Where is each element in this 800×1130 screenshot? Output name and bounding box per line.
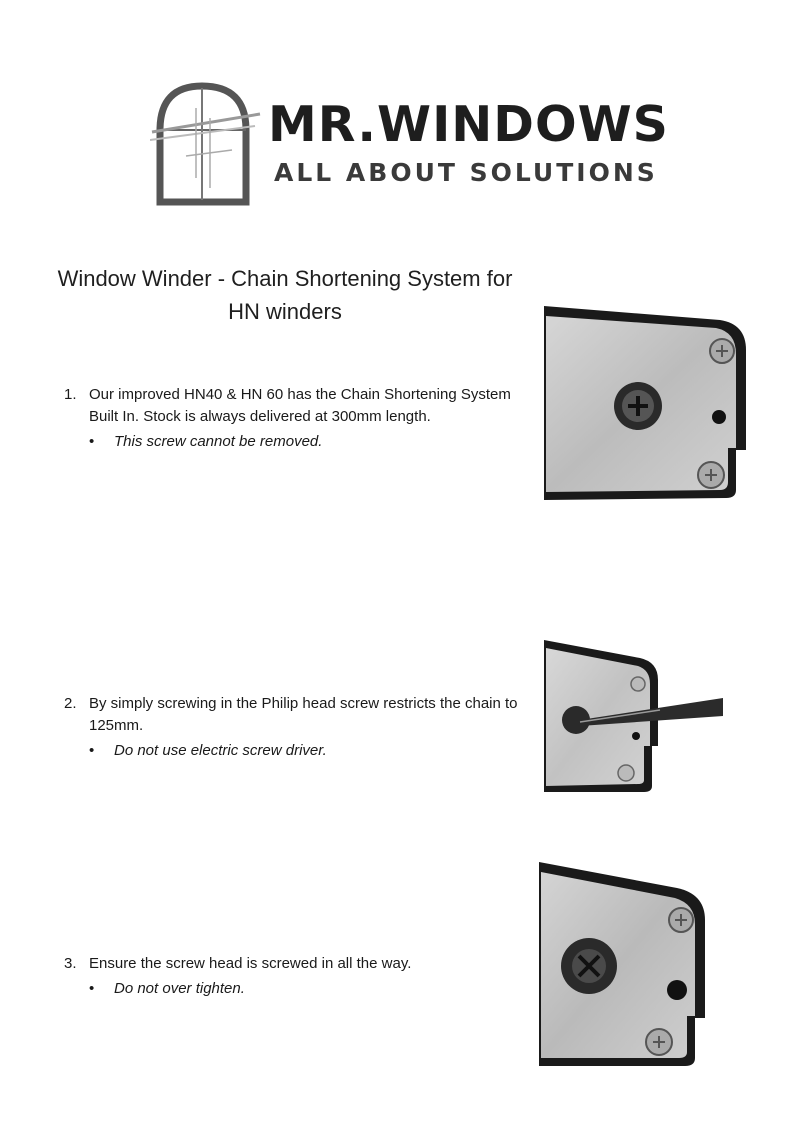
window-logo-icon [150,78,265,208]
page-title-line-2: HN winders [228,299,342,324]
step-text: By simply screwing in the Philip head screw restricts the chain to 125mm. [89,695,518,734]
step-3 [64,953,534,1000]
page-title-line-1: Window Winder - Chain Shortening System for [57,266,513,291]
winder-plate-photo-2 [540,636,725,796]
step-number: 1. [64,386,77,403]
step-number: 3. [64,955,77,972]
step-note: • Do not use electric screw driver. [89,740,534,762]
page-title [40,262,530,328]
step-text: Our improved HN40 & HN 60 has the Chain Shortening System Built In. Stock is always delivered at 300mm length. [89,386,511,425]
rivet-icon [618,765,634,781]
brand-name: MR.WINDOWS [268,96,669,153]
step-text: Ensure the screw head is screwed in all the way. [89,955,412,972]
company-logo [150,78,669,208]
step-number: 2. [64,695,77,712]
rivet-icon [631,677,645,691]
winder-plate-photo-3 [537,858,709,1070]
step-note: • This screw cannot be removed. [89,431,534,453]
step-note: • Do not over tighten. [89,978,534,1000]
step-2 [64,693,534,762]
winder-plate-photo-1 [540,300,752,505]
brand-tagline: ALL ABOUT SOLUTIONS [274,158,658,187]
step-1 [64,384,534,453]
